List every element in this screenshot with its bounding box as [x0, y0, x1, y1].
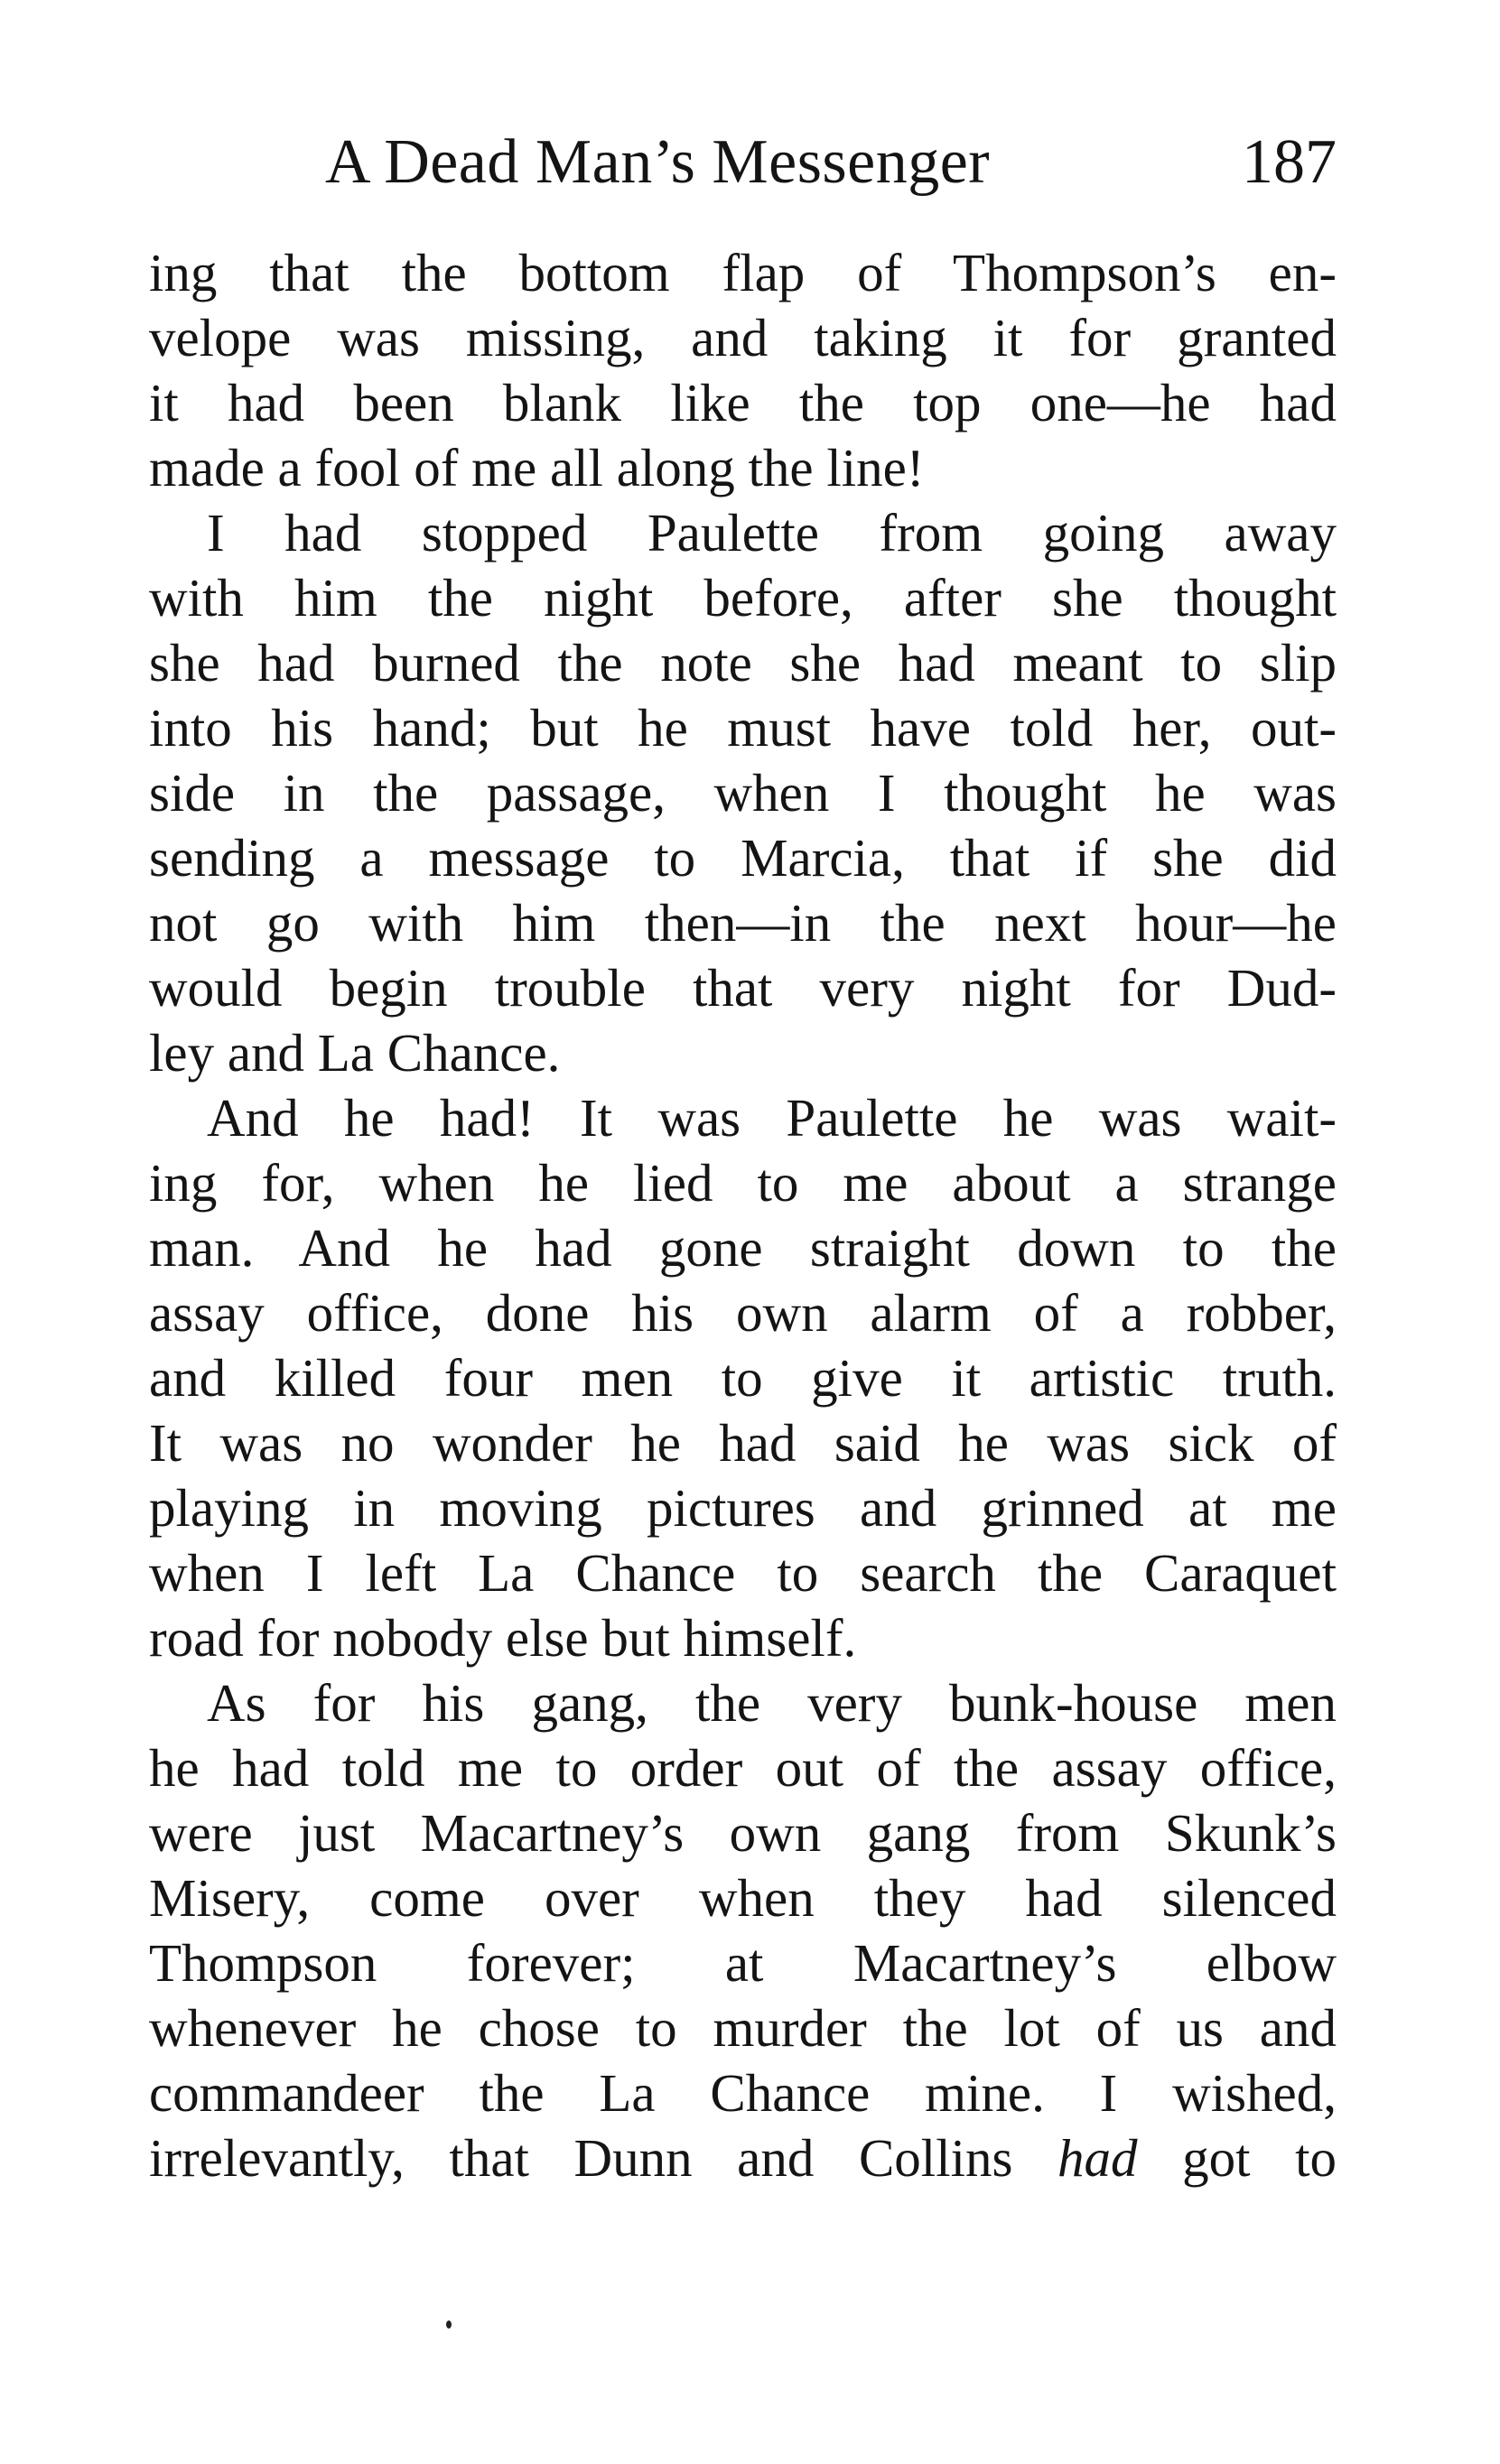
text-line: commandeer the La Chance mine. I wished, [149, 2063, 1337, 2123]
text-line: and killed four men to give it artistic truth. [149, 1348, 1337, 1408]
running-title: A Dead Man’s Messenger [325, 127, 991, 197]
text-line: And he had! It was Paulette he was wait- [207, 1088, 1337, 1148]
text-line: were just Macartney’s own gang from Skunk’s [149, 1803, 1337, 1863]
italic-word: had [1057, 2128, 1138, 2188]
text-line: ing that the bottom flap of Thompson’s en- [149, 243, 1337, 302]
text-line: playing in moving pictures and grinned at me [149, 1478, 1337, 1538]
text-line: road for nobody else but himself. [149, 1608, 857, 1668]
text-line: made a fool of me all along the line! [149, 438, 925, 497]
text-line: velope was missing, and taking it for granted [149, 308, 1337, 367]
text-line: it had been blank like the top one—he had [149, 373, 1337, 432]
text-line: Thompson forever; at Macartney’s elbow [149, 1933, 1337, 1993]
page-number: 187 [1242, 127, 1337, 197]
text-line: he had told me to order out of the assay office, [149, 1738, 1337, 1798]
text-line: ing for, when he lied to me about a strange [149, 1153, 1337, 1213]
text-line: As for his gang, the very bunk-house men [207, 1673, 1337, 1733]
text-line: she had burned the note she had meant to slip [149, 633, 1337, 693]
running-head [325, 126, 1337, 199]
text-line: It was no wonder he had said he was sick of [149, 1413, 1337, 1473]
text-line: when I left La Chance to search the Caraquet [149, 1543, 1337, 1603]
text-line: sending a message to Marcia, that if she did [149, 828, 1337, 888]
text-line: man. And he had gone straight down to the [149, 1218, 1337, 1278]
text-line: I had stopped Paulette from going away [207, 503, 1337, 563]
text-line: not go with him then—in the next hour—he [149, 893, 1337, 953]
text-line: side in the passage, when I thought he was [149, 763, 1337, 823]
text-line: into his hand; but he must have told her, out- [149, 698, 1337, 758]
text-run: got to [1137, 2128, 1337, 2188]
text-line: Misery, come over when they had silenced [149, 1868, 1337, 1928]
text-line: ley and La Chance. [149, 1023, 561, 1083]
text-run: irrelevantly, that Dunn and Collins [149, 2128, 1058, 2188]
text-line: with him the night before, after she thought [149, 568, 1337, 628]
body-text [149, 240, 1337, 2190]
ink-speck [446, 2320, 452, 2329]
text-line: assay office, done his own alarm of a robber, [149, 1283, 1337, 1343]
text-line [149, 2125, 1337, 2190]
text-line: whenever he chose to murder the lot of us and [149, 1998, 1337, 2058]
text-line: would begin trouble that very night for Dud- [149, 958, 1337, 1018]
